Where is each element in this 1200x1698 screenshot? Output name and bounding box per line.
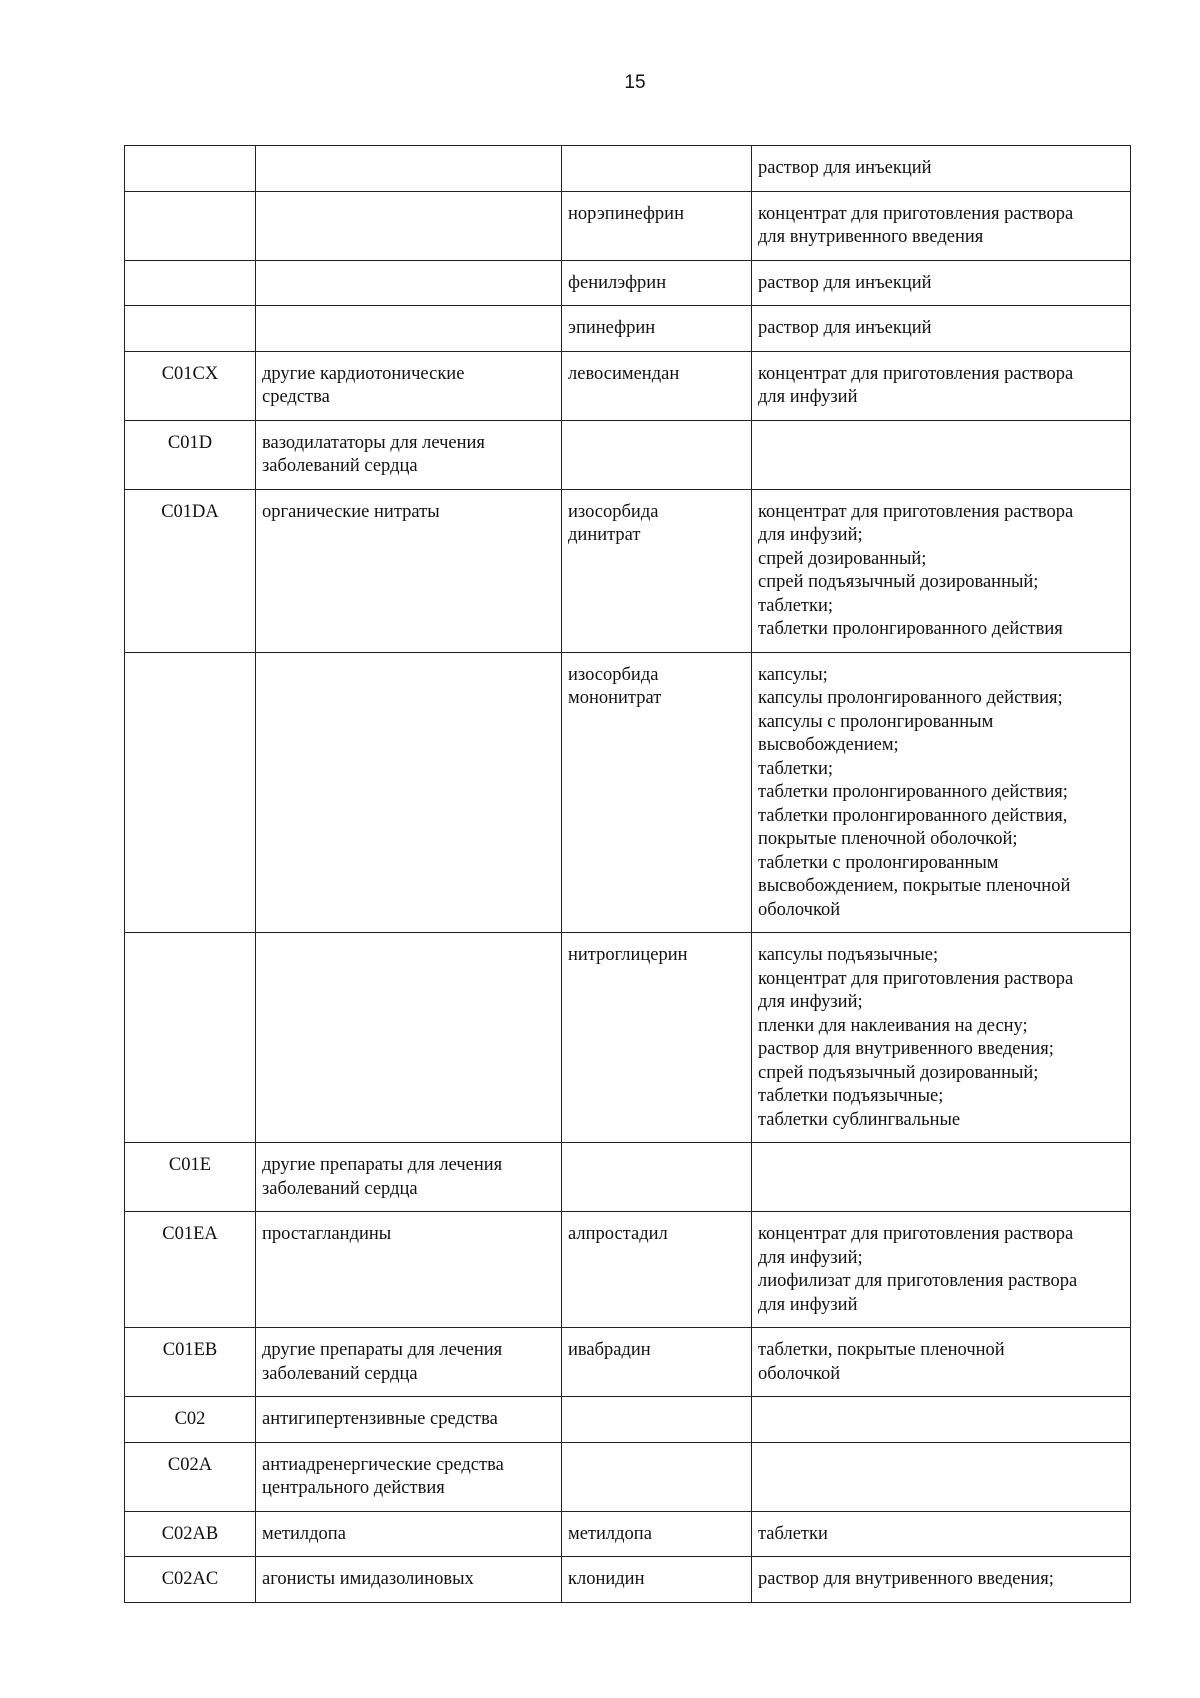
group-name-cell (256, 933, 562, 1143)
dosage-forms-cell (752, 1442, 1131, 1511)
atc-code-cell (125, 146, 256, 192)
group-name-cell: агонисты имидазолиновых (256, 1557, 562, 1603)
atc-code-cell (125, 191, 256, 260)
group-name-cell: простагландины (256, 1212, 562, 1328)
dosage-forms-cell: капсулы; капсулы пролонгированного действия; капсулы с пролонгированным высвобождением; таблетки; таблетки пролонгированного действия; таблетки пролонгированного действия, покрытые пленочной оболочкой; таблетки с пролонгированным высвобождением, покрытые пленочной оболочкой (752, 652, 1131, 933)
group-name-cell: антиадренергические средства центрального действия (256, 1442, 562, 1511)
drug-name-cell (562, 146, 752, 192)
drug-name-cell: эпинефрин (562, 306, 752, 352)
atc-code-cell: C01EB (125, 1328, 256, 1397)
page-number: 15 (624, 72, 646, 93)
atc-code-cell: C01DA (125, 489, 256, 652)
dosage-forms-cell: концентрат для приготовления раствора для инфузий; спрей дозированный; спрей подъязычный дозированный; таблетки; таблетки пролонгированного действия (752, 489, 1131, 652)
table-row (125, 1511, 1131, 1557)
atc-code-cell: C01CX (125, 351, 256, 420)
dosage-forms-cell: раствор для инъекций (752, 260, 1131, 306)
table-row (125, 652, 1131, 933)
table-row (125, 1397, 1131, 1443)
atc-code-cell: C02A (125, 1442, 256, 1511)
table-row (125, 1328, 1131, 1397)
table-row (125, 1557, 1131, 1603)
atc-code-cell: C01E (125, 1143, 256, 1212)
table-row (125, 933, 1131, 1143)
dosage-forms-cell: концентрат для приготовления раствора для инфузий; лиофилизат для приготовления раствора для инфузий (752, 1212, 1131, 1328)
atc-code-cell (125, 306, 256, 352)
table-row (125, 191, 1131, 260)
drug-name-cell: фенилэфрин (562, 260, 752, 306)
group-name-cell: вазодилататоры для лечения заболеваний сердца (256, 420, 562, 489)
table-row (125, 260, 1131, 306)
group-name-cell: другие препараты для лечения заболеваний сердца (256, 1143, 562, 1212)
dosage-forms-cell: концентрат для приготовления раствора для инфузий (752, 351, 1131, 420)
drug-name-cell (562, 420, 752, 489)
table-row (125, 146, 1131, 192)
atc-code-cell: C01D (125, 420, 256, 489)
table-row (125, 306, 1131, 352)
dosage-forms-cell (752, 1397, 1131, 1443)
atc-code-cell (125, 260, 256, 306)
group-name-cell: метилдопа (256, 1511, 562, 1557)
table-row (125, 351, 1131, 420)
dosage-forms-cell: концентрат для приготовления раствора для внутривенного введения (752, 191, 1131, 260)
drug-name-cell: нитроглицерин (562, 933, 752, 1143)
atc-code-cell (125, 933, 256, 1143)
dosage-forms-cell: раствор для инъекций (752, 146, 1131, 192)
group-name-cell: другие кардиотонические средства (256, 351, 562, 420)
table-row (125, 1143, 1131, 1212)
group-name-cell (256, 306, 562, 352)
drug-name-cell: левосимендан (562, 351, 752, 420)
table-row (125, 1442, 1131, 1511)
group-name-cell: органические нитраты (256, 489, 562, 652)
drug-name-cell: алпростадил (562, 1212, 752, 1328)
dosage-forms-cell: таблетки (752, 1511, 1131, 1557)
dosage-forms-cell (752, 1143, 1131, 1212)
dosage-forms-cell: капсулы подъязычные; концентрат для приготовления раствора для инфузий; пленки для наклеивания на десну; раствор для внутривенного введения; спрей подъязычный дозированный; таблетки подъязычные; таблетки сублингвальные (752, 933, 1131, 1143)
group-name-cell (256, 191, 562, 260)
table-row (125, 1212, 1131, 1328)
dosage-forms-cell: раствор для инъекций (752, 306, 1131, 352)
group-name-cell (256, 146, 562, 192)
group-name-cell: другие препараты для лечения заболеваний сердца (256, 1328, 562, 1397)
atc-code-cell: C02 (125, 1397, 256, 1443)
drug-name-cell: изосорбида мононитрат (562, 652, 752, 933)
drug-name-cell: изосорбида динитрат (562, 489, 752, 652)
table-body (125, 146, 1131, 1603)
dosage-forms-cell: таблетки, покрытые пленочной оболочкой (752, 1328, 1131, 1397)
drug-name-cell (562, 1143, 752, 1212)
drug-name-cell (562, 1442, 752, 1511)
drug-name-cell: норэпинефрин (562, 191, 752, 260)
atc-code-cell: C02AB (125, 1511, 256, 1557)
group-name-cell (256, 260, 562, 306)
drug-name-cell (562, 1397, 752, 1443)
drug-name-cell: ивабрадин (562, 1328, 752, 1397)
group-name-cell: антигипертензивные средства (256, 1397, 562, 1443)
drug-name-cell: клонидин (562, 1557, 752, 1603)
atc-code-cell: C02AC (125, 1557, 256, 1603)
drug-name-cell: метилдопа (562, 1511, 752, 1557)
drug-table (124, 145, 1131, 1603)
dosage-forms-cell (752, 420, 1131, 489)
group-name-cell (256, 652, 562, 933)
dosage-forms-cell: раствор для внутривенного введения; (752, 1557, 1131, 1603)
table-row (125, 420, 1131, 489)
atc-code-cell: C01EA (125, 1212, 256, 1328)
atc-code-cell (125, 652, 256, 933)
table-row (125, 489, 1131, 652)
